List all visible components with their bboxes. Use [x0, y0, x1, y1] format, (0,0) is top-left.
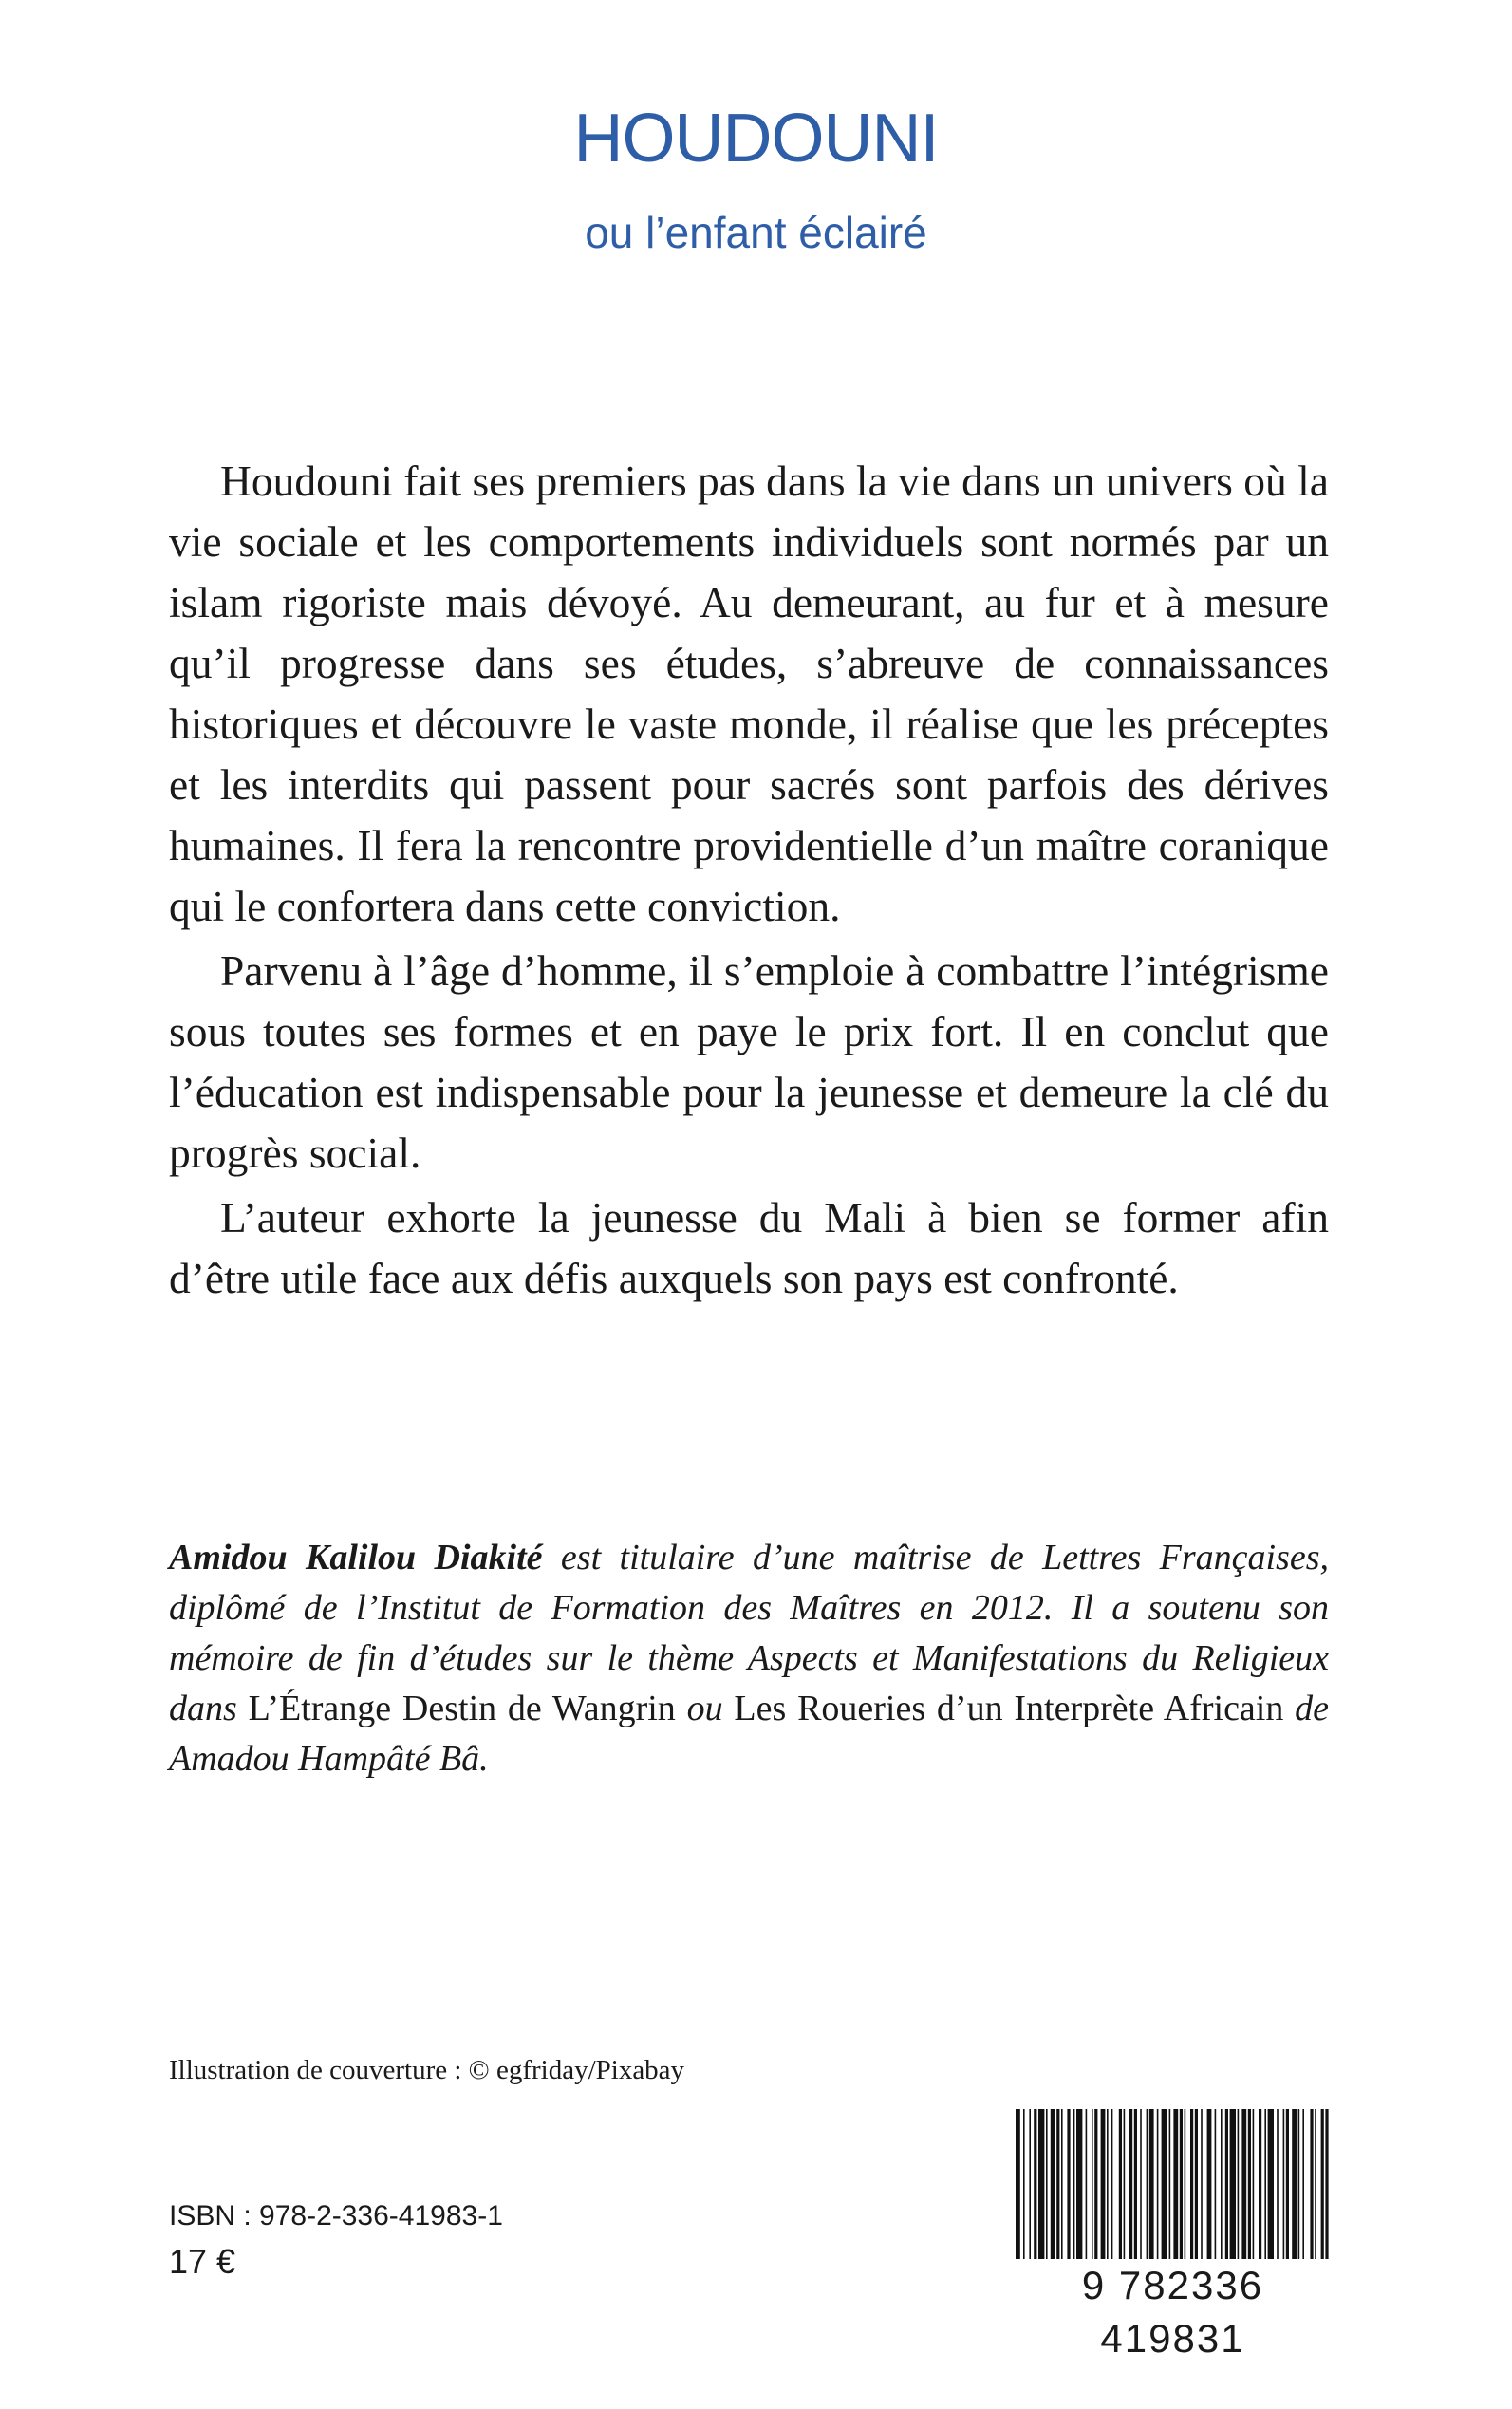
synopsis-paragraph-1: Houdouni fait ses premiers pas dans la vie dans un univers où la vie sociale et les comportements individuels sont normés par un islam rigoriste mais dévoyé. Au demeurant, au fur et à mesure qu’il progresse dans ses études, s’abreuve de connaissances historiques et découvre le vaste monde, il réalise que les préceptes et les interdits qui passent pour sacrés sont parfois des dérives humaines. Il fera la rencontre providentielle d’un maître coranique qui le confortera dans cette conviction.: [169, 457, 1329, 930]
isbn-number: ISBN : 978-2-336-41983-1: [169, 2200, 503, 2232]
work-title-2: Les Roueries d’un Interprète Africain: [734, 1689, 1284, 1728]
bio-text-1: est titulaire d’une maîtrise de Lettres Françaises, diplômé de l’Institut de Formation des Maîtres en 2012. Il a soutenu son mémoire de fin d’études sur le thème Aspects et Manifestations du Religieux dans: [169, 1538, 1330, 1728]
book-subtitle: ou l’enfant éclairé: [585, 208, 927, 257]
barcode-digits: 9 782336 419831: [1004, 2259, 1341, 2365]
author-bio: [169, 1533, 1329, 1784]
work-title-1: L’Étrange Destin de Wangrin: [248, 1689, 676, 1728]
author-name: Amidou Kalilou Diakité: [169, 1538, 543, 1578]
cover-illustration-credit: Illustration de couverture : © egfriday/Pixabay: [169, 2055, 685, 2085]
synopsis: [169, 451, 1329, 1313]
synopsis-paragraph-2: Parvenu à l’âge d’homme, il s’emploie à combattre l’intégrisme sous toutes ses formes et en paye le prix fort. Il en conclut que l’éducation est indispensable pour la jeunesse et demeure la clé du progrès social.: [169, 946, 1329, 1177]
book-title: HOUDOUNI: [573, 101, 939, 177]
bio-connector: ou: [675, 1689, 735, 1728]
price: 17 €: [169, 2242, 236, 2281]
synopsis-paragraph-3: L’auteur exhorte la jeunesse du Mali à bien se former afin d’être utile face aux défis auxquels son pays est confronté.: [169, 1193, 1329, 1302]
bio-text-2: de Amadou Hampâté Bâ.: [169, 1689, 1330, 1779]
